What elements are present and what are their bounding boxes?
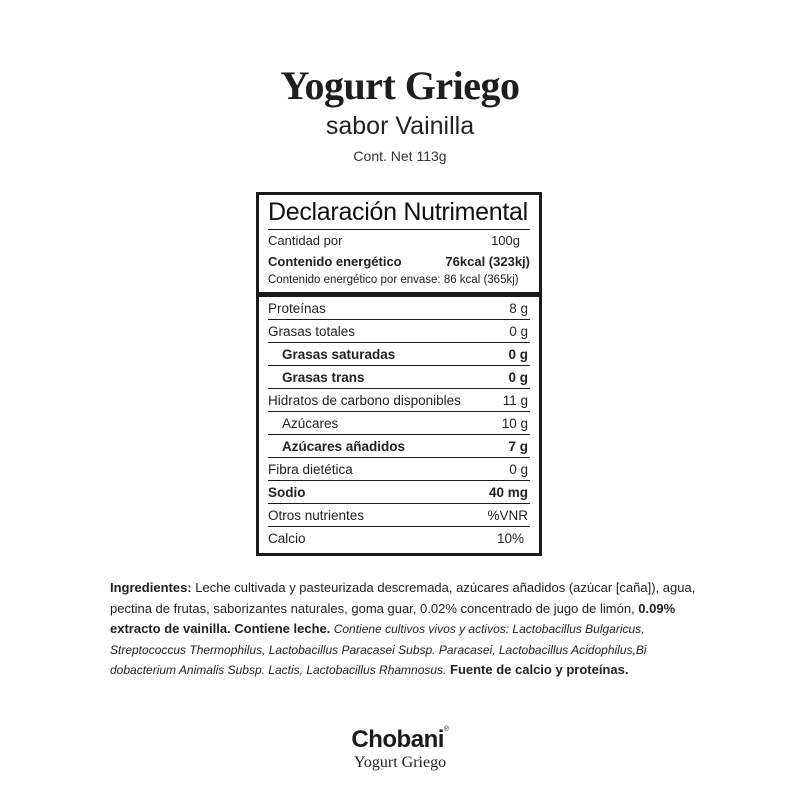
divider xyxy=(268,229,530,230)
nutrient-list xyxy=(268,297,530,549)
nutrient-value: 11 g xyxy=(502,392,528,408)
nutrient-label: Grasas trans xyxy=(282,369,365,385)
nutrient-label: Otros nutrientes xyxy=(268,507,365,523)
nutrient-label: Azúcares xyxy=(282,415,339,431)
nutrient-value: 10 g xyxy=(501,415,528,431)
nutrient-value: 8 g xyxy=(509,300,528,316)
energy-label: Contenido energético xyxy=(268,254,402,269)
serving-value: 100g xyxy=(491,233,520,248)
ingredients-vanilla-note: 0.09% extracto de vainilla. Contiene leche. xyxy=(110,600,676,636)
nutrient-label: Proteínas xyxy=(268,300,326,316)
product-flavor: sabor Vainilla xyxy=(325,112,475,140)
nutrient-label: Sodio xyxy=(268,484,306,500)
nutrient-value: 0 g xyxy=(509,461,528,477)
nutrient-label: Calcio xyxy=(268,530,306,546)
nutrient-value: 0 g xyxy=(508,346,528,362)
ingredients-label: Ingredientes: xyxy=(110,580,192,595)
panel-title: Declaración Nutrimental xyxy=(268,198,528,226)
nutrient-value: 7 g xyxy=(508,438,528,454)
ingredients-cultures: Contiene cultivos vivos y activos: Lactobacillus Bulgaricus, Streptococcus Thermophilus, Lactobacillus Paracasei Subsp. Paracasei, Lactobacillus Acidophilus,Bi dobacterium Animalis Subsp. Lactis, Lactobacillus Rhamnosus. xyxy=(110,622,647,677)
nutrient-label: Grasas saturadas xyxy=(282,346,396,362)
nutrient-row xyxy=(268,320,530,343)
nutrient-label: Hidratos de carbono disponibles xyxy=(268,392,461,408)
brand-name: Chobani xyxy=(351,726,444,753)
net-content: Cont. Net 113g xyxy=(353,148,447,164)
nutrient-label: Azúcares añadidos xyxy=(282,438,406,454)
ingredients-source-note: Fuente de calcio y proteínas. xyxy=(446,662,629,677)
nutrient-value: %VNR xyxy=(487,507,528,523)
nutrient-row xyxy=(268,389,530,412)
nutrient-label: Grasas totales xyxy=(268,323,356,339)
nutrient-row xyxy=(268,343,530,366)
brand-subtitle: Yogurt Griego xyxy=(353,754,447,771)
energy-package-row xyxy=(268,271,530,289)
nutrient-value: 0 g xyxy=(509,323,528,339)
brand-logo xyxy=(0,726,800,754)
nutrient-row xyxy=(268,435,530,458)
nutrient-label: Fibra dietética xyxy=(268,461,353,477)
nutrient-row xyxy=(268,458,530,481)
ingredients-list: Leche cultivada y pasteurizada descremada, azúcares añadidos (azúcar [caña]), agua, pectina de frutas, saborizantes naturales, goma guar, 0.02% concentrado de jugo de limón, xyxy=(110,580,696,616)
nutrient-row xyxy=(268,504,530,527)
nutrient-value: 40 mg xyxy=(488,484,528,500)
nutrient-row xyxy=(268,366,530,389)
product-title: Yogurt Griego xyxy=(280,63,520,108)
serving-label: Cantidad por xyxy=(268,233,343,248)
energy-row xyxy=(268,253,530,271)
serving-row xyxy=(268,232,530,250)
energy-package: Contenido energético por envase: 86 kcal (365kj) xyxy=(268,274,519,286)
ingredients-text xyxy=(110,578,710,681)
nutrient-value: 0 g xyxy=(508,369,528,385)
energy-value: 76kcal (323kj) xyxy=(445,254,530,269)
registered-mark: ® xyxy=(443,726,449,733)
nutrient-row xyxy=(268,527,530,549)
nutrient-value: 10% xyxy=(496,530,524,546)
nutrient-row xyxy=(268,412,530,435)
nutrient-row xyxy=(268,297,530,320)
nutrition-panel xyxy=(256,192,542,556)
nutrient-row xyxy=(268,481,530,504)
